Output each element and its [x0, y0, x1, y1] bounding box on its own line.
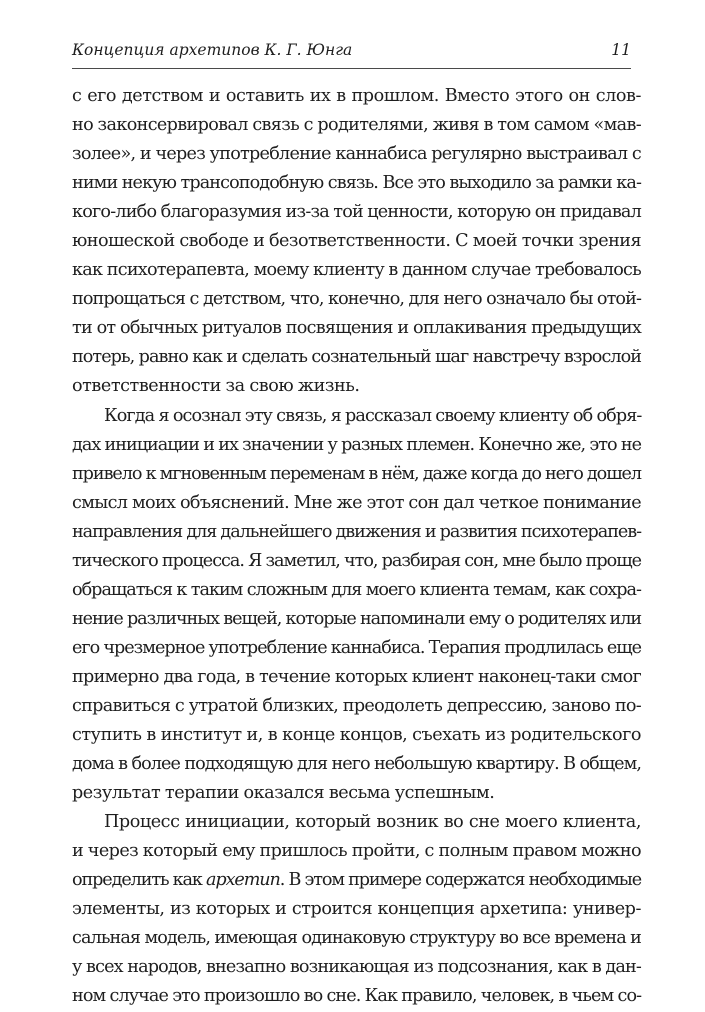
paragraph-3	[72, 808, 641, 1011]
text-line: у всех народов, внезапно возникающая из подсознания, как в дан-	[72, 957, 641, 978]
text-line: дах инициации и их значении у разных племен. Конечно же, это не	[72, 434, 641, 455]
paragraph-2	[72, 402, 641, 809]
running-title: Концепция архетипов К. Г. Юнга	[72, 41, 353, 59]
italic-term: архетип	[206, 870, 280, 891]
running-head	[72, 38, 631, 62]
text-line: ти от обычных ритуалов посвящения и оплакивания предыдущих	[72, 318, 641, 339]
paragraph-1	[72, 82, 641, 402]
text-line: элементы, из которых и строится концепция архетипа: универ-	[72, 899, 641, 920]
text-line: дома в более подходящую для него небольшую квартиру. В общем,	[72, 754, 641, 775]
text-line: ступить в институт и, в конце концов, съехать из родительского	[72, 725, 641, 746]
text-line: и через который ему пришлось пройти, с полным правом можно	[72, 841, 641, 862]
text-line: попрощаться с детством, что, конечно, для него означало бы отой-	[72, 289, 641, 310]
text-line: как психотерапевта, моему клиенту в данном случае требовалось	[72, 260, 641, 281]
text-line: ном случае это произошло во сне. Как правило, человек, в чьем со-	[72, 986, 642, 1007]
text-line-with-term	[72, 866, 641, 895]
text-line: но законсервировал связь с родителями, живя в том самом «мав-	[72, 115, 641, 136]
text-line: юношеской свободе и безответственности. С моей точки зрения	[72, 231, 641, 252]
text-line: нение различных вещей, которые напоминали ему о родителях или	[72, 608, 641, 629]
text-line: сальная модель, имеющая одинаковую структуру во все времена и	[72, 928, 641, 949]
page-number: 11	[611, 41, 631, 59]
text-line: обращаться к таким сложным для моего клиента темам, как сохра-	[72, 579, 641, 600]
text-line: Процесс инициации, который возник во сне моего клиента,	[104, 812, 641, 833]
text-line: Когда я осознал эту связь, я рассказал своему клиенту об обря-	[104, 405, 642, 426]
text-line: примерно два года, в течение которых клиент наконец-таки смог	[72, 666, 641, 687]
text-line: тического процесса. Я заметил, что, разбирая сон, мне было проще	[72, 550, 641, 571]
text-line: справиться с утратой близких, преодолеть депрессию, заново по-	[72, 695, 641, 716]
text-line: потерь, равно как и сделать сознательный шаг навстречу взрослой	[72, 347, 641, 368]
text-line: его чрезмерное употребление каннабиса. Терапия продлилась еще	[72, 637, 641, 658]
text-line: кого-либо благоразумия из-за той ценности, которую он придавал	[72, 202, 641, 223]
text-line: привело к мгновенным переменам в нём, даже когда до него дошел	[72, 463, 641, 484]
text-line: ответственности за свою жизнь.	[72, 376, 360, 397]
text-line: смысл моих объяснений. Мне же этот сон дал четкое понимание	[72, 492, 641, 513]
text-line: с его детством и оставить их в прошлом. Вместо этого он слов-	[72, 86, 641, 106]
text-line: ними некую трансоподобную связь. Все это выходило за рамки ка-	[72, 173, 641, 194]
header-rule	[72, 68, 631, 69]
body-text	[72, 82, 641, 1012]
text-segment: определить как	[72, 870, 207, 891]
text-line: результат терапии оказался весьма успешным.	[72, 783, 495, 804]
text-line: золее», и через употребление каннабиса регулярно выстраивал с	[72, 144, 641, 165]
text-line: направления для дальнейшего движения и развития психотерапев-	[72, 521, 641, 542]
text-segment: . В этом примере содержатся необходимые	[279, 870, 642, 891]
